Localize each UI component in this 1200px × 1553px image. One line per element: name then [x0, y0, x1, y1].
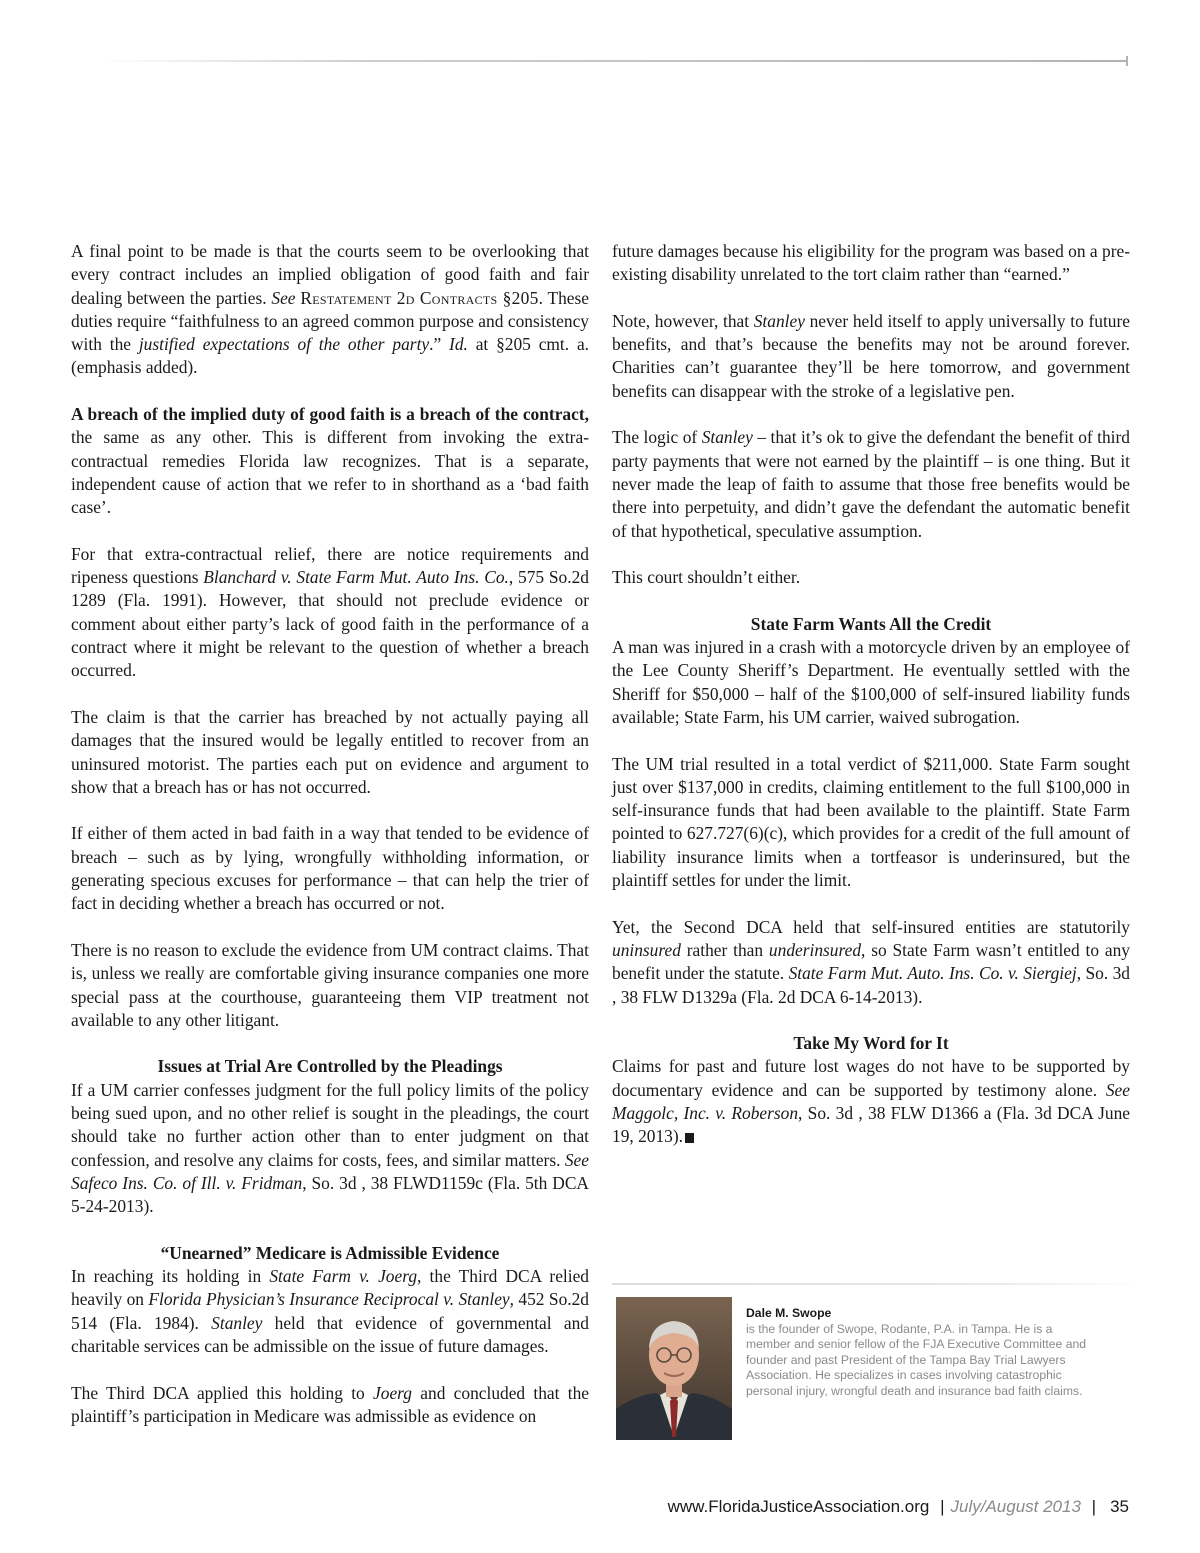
paragraph: Claims for past and future lost wages do not have to be supported by documentary evidence and can be supported by testimony alone. See Maggolc, Inc. v. Roberson, So. 3d , 38 FLW D1366 a (Fla. 3d DCA June 19, 2013).	[612, 1056, 1130, 1147]
page-number: 35	[1110, 1497, 1129, 1516]
paragraph: The claim is that the carrier has breached by not actually paying all damages that the insured would be legally entitled to recover from an uninsured motorist. The parties each put on evidence and argument to show that a breach has or has not occurred.	[71, 706, 589, 797]
paragraph: In reaching its holding in State Farm v. Joerg, the Third DCA relied heavily on Florida Physician’s Insurance Reciprocal v. Stanley, 452 So.2d 514 (Fla. 1984). Stanley held that evidence of governmental and charitable services can be admissible on the issue of future damages.	[71, 1266, 589, 1356]
paragraph: The Third DCA applied this holding to Joerg and concluded that the plaintiff’s participation in Medicare was admissible as evidence on	[71, 1382, 590, 1426]
paragraph: There is no reason to exclude the evidence from UM contract claims. That is, unless we really are comfortable giving insurance companies one more special pass at the courthouse, guaranteeing them VIP treatment not available to any other litigant.	[71, 939, 589, 1030]
right-column	[612, 240, 1130, 1149]
section-heading: Issues at Trial Are Controlled by the Pleadings	[157, 1056, 503, 1077]
footer-date: July/August 2013	[950, 1497, 1081, 1516]
paragraph: If either of them acted in bad faith in a way that tended to be evidence of breach – such as by lying, wrongfully withholding information, or generating specious excuses for performance – that can help the trier of fact in deciding whether a breach has occurred or not.	[71, 823, 589, 914]
section-heading: State Farm Wants All the Credit	[750, 613, 992, 634]
paragraph: A breach of the implied duty of good faith is a breach of the contract, the same as any other. This is different from invoking the extra-contractual remedies Florida law recognizes. That is a separate, independent cause of action that we refer to in shorthand as a ‘bad faith case’.	[71, 404, 589, 518]
footer-separator: |	[1091, 1497, 1097, 1516]
bio-divider	[612, 1283, 1140, 1285]
author-description: is the founder of Swope, Rodante, P.A. in Tampa. He is a member and senior fellow of the FJA Executive Committee and founder and past President of the Tampa Bay Trial Lawyers Association. He specializes in cases involving catastrophic personal injury, wrongful death and insurance bad faith claims.	[746, 1321, 1087, 1398]
paragraph: Yet, the Second DCA held that self-insured entities are statutorily uninsured rather than underinsured, so State Farm wasn’t entitled to any benefit under the statute. State Farm Mut. Auto. Ins. Co. v. Siergiej, So. 3d , 38 FLW D1329a (Fla. 2d DCA 6-14-2013).	[612, 916, 1130, 1007]
section-heading: Take My Word for It	[793, 1033, 949, 1054]
page-footer	[668, 1497, 1129, 1517]
paragraph: Note, however, that Stanley never held itself to apply universally to future benefits, and that’s because the benefits may not be around forever. Charities can’t guarantee they’ll be here tomorrow, and government benefits can disappear with the stroke of a legislative pen.	[612, 310, 1130, 401]
paragraph: A final point to be made is that the courts seem to be overlooking that every contract includes an implied obligation of good faith and fair dealing between the parties. See Restatement 2d Contracts §205. These duties require “faithfulness to an agreed common purpose and consistency with the justified expectations of the other party.” Id. at §205 cmt. a. (emphasis added).	[71, 241, 590, 378]
footer-url[interactable]: www.FloridaJusticeAssociation.org	[667, 1497, 930, 1516]
author-photo	[616, 1297, 732, 1440]
end-mark-icon	[685, 1133, 694, 1143]
paragraph: This court shouldn’t either.	[612, 567, 801, 588]
author-portrait-icon	[616, 1297, 732, 1440]
header-rule-end	[1126, 56, 1128, 66]
paragraph: For that extra-contractual relief, there are notice requirements and ripeness questions Blanchard v. State Farm Mut. Auto Ins. Co., 575 So.2d 1289 (Fla. 1991). However, that should not preclude evidence or comment about either party’s lack of good faith in the performance of a contract where it might be relevant to the question of whether a breach occurred.	[71, 543, 589, 681]
paragraph: future damages because his eligibility for the program was based on a pre-existing disability unrelated to the tort claim rather than “earned.”	[612, 241, 1130, 285]
author-bio	[746, 1306, 1098, 1400]
header-rule	[100, 60, 1128, 62]
paragraph: If a UM carrier confesses judgment for the full policy limits of the policy being sued upon, and no other relief is sought in the pleadings, the court should take no further action other than to enter judgment on that confession, and resolve any claims for costs, fees, and similar matters. See Safeco Ins. Co. of Ill. v. Fridman, So. 3d , 38 FLWD1159c (Fla. 5th DCA 5-24-2013).	[71, 1079, 589, 1217]
paragraph: The logic of Stanley – that it’s ok to give the defendant the benefit of third party payments that were not earned by the plaintiff – is one thing. But it never made the leap of faith to assume that those free benefits would be there into perpetuity, and didn’t gave the defendant the automatic benefit of that hypothetical, speculative assumption.	[612, 427, 1130, 541]
footer-separator: |	[940, 1497, 945, 1516]
author-name: Dale M. Swope	[746, 1306, 832, 1320]
paragraph: A man was injured in a crash with a motorcycle driven by an employee of the Lee County Sheriff’s Department. He eventually settled with the Sheriff for $50,000 – half of the $100,000 of self-insured liability funds available; State Farm, his UM carrier, waived subrogation.	[612, 637, 1130, 727]
left-column	[71, 240, 589, 1428]
paragraph: The UM trial resulted in a total verdict of $211,000. State Farm sought just over $137,000 in credits, claiming entitlement to the full $100,000 in self-insurance funds that had been available to the plaintiff. State Farm pointed to 627.727(6)(c), which provides for a credit of the full amount of liability insurance limits when a tortfeasor is underinsured, but the plaintiff settles for under the limit.	[612, 753, 1130, 891]
section-heading: “Unearned” Medicare is Admissible Evidence	[160, 1242, 500, 1263]
